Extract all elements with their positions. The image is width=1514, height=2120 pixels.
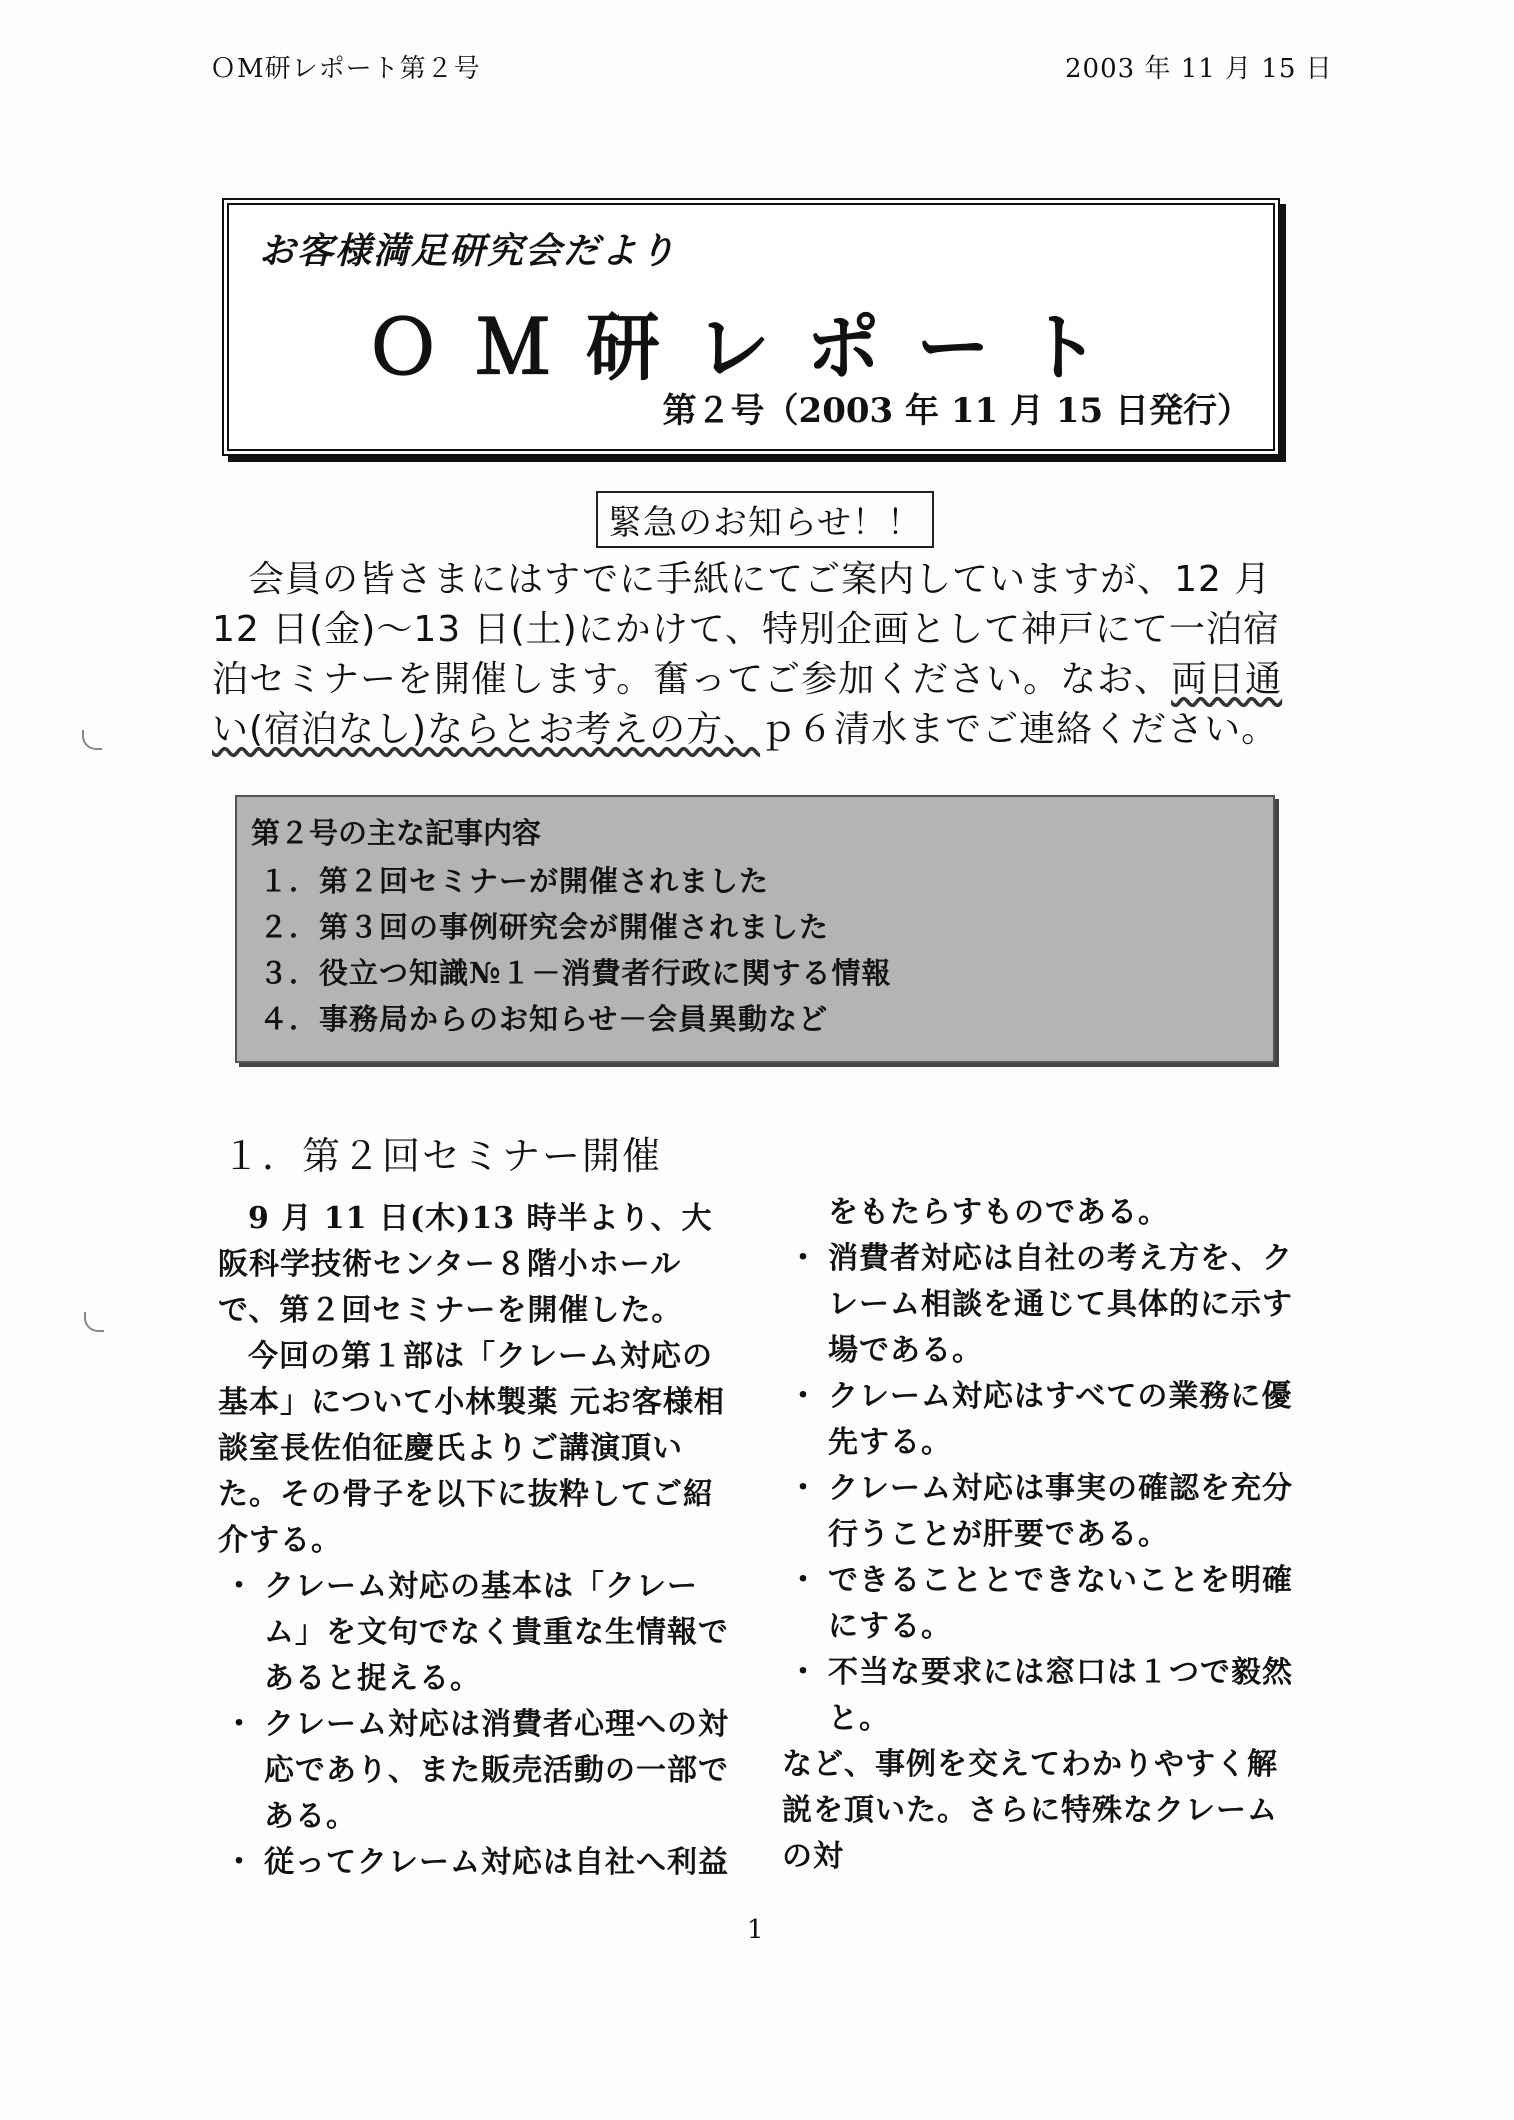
list-item <box>782 1558 1302 1650</box>
contents-box <box>235 795 1275 1063</box>
title-box <box>222 198 1280 456</box>
header-report-name: ＯM研レポート第２号 <box>210 54 481 84</box>
notice-text-end: ｐ６清水までご連絡ください。 <box>760 709 1279 750</box>
urgent-notice-body <box>212 555 1302 755</box>
paragraph: など、事例を交えてわかりやすく解説を頂いた。さらに特殊なクレームの対 <box>782 1747 1278 1874</box>
issue-info: 第２号（2003 年 11 月 15 日発行） <box>662 391 1251 431</box>
list-item-text: できることとできないことを明確にする。 <box>828 1563 1293 1644</box>
notice-underlined-text: 両日通い(宿泊なし)ならとお考えの方、 <box>212 659 1283 750</box>
list-item-text: 不当な要求には窓口は１つで毅然と。 <box>828 1655 1293 1736</box>
list-item <box>218 1840 738 1886</box>
contents-item: ４．事務局からのお知らせ－会員異動など <box>259 1002 829 1036</box>
bullet: ・ <box>788 1563 819 1598</box>
bullet: ・ <box>224 1845 255 1880</box>
bullet: ・ <box>224 1569 255 1604</box>
bullet: ・ <box>224 1707 255 1742</box>
paragraph: 今回の第１部は「クレーム対応の基本」について小林製薬 元お客様相談室長佐伯征慶氏よりご講演頂いた。その骨子を以下に抜粋してご紹介する。 <box>218 1339 725 1558</box>
continued-text: をもたらすものである。 <box>828 1195 1169 1230</box>
bullet: ・ <box>788 1655 819 1690</box>
header-date: 2003 年 11 月 15 日 <box>1065 54 1333 84</box>
margin-mark <box>84 1312 104 1332</box>
bullet: ・ <box>788 1471 819 1506</box>
list-item-text: クレーム対応はすべての業務に優先する。 <box>828 1379 1293 1460</box>
bullet-list <box>782 1236 1302 1742</box>
list-item <box>218 1564 738 1702</box>
newsletter-title: ＯＭ研レポート <box>366 305 1136 391</box>
article-right-column <box>782 1190 1302 1880</box>
newsletter-subtitle: お客様満足研究会だより <box>259 231 678 272</box>
margin-mark <box>82 730 102 750</box>
contents-item: ３．役立つ知識№１－消費者行政に関する情報 <box>259 956 892 990</box>
list-item <box>782 1236 1302 1374</box>
list-item <box>782 1374 1302 1466</box>
list-item <box>782 1466 1302 1558</box>
list-item-text: クレーム対応の基本は「クレーム」を文句でなく貴重な生情報であると捉える。 <box>264 1569 729 1696</box>
article-left-column <box>218 1196 738 1886</box>
contents-list <box>259 858 892 1042</box>
bullet-list <box>218 1564 738 1886</box>
contents-item: ２．第３回の事例研究会が開催されました <box>259 910 830 944</box>
bullet: ・ <box>788 1379 819 1414</box>
list-item-text: 従ってクレーム対応は自社へ利益 <box>264 1845 729 1880</box>
list-item-text: 消費者対応は自社の考え方を、クレーム相談を通じて具体的に示す場である。 <box>828 1241 1293 1368</box>
list-item <box>218 1702 738 1840</box>
contents-title: 第２号の主な記事内容 <box>251 816 542 850</box>
contents-item: １．第２回セミナーが開催されました <box>259 864 770 898</box>
list-item-text: クレーム対応は消費者心理への対応であり、また販売活動の一部である。 <box>264 1707 729 1834</box>
bullet: ・ <box>788 1241 819 1276</box>
notice-text: 会員の皆さまにはすでに手紙にてご案内していますが、12 月 12 日(金)～13 日(土)にかけて、特別企画として神戸にて一泊宿泊セミナーを開催します。奮ってご参加ください。なお、 <box>212 559 1280 700</box>
paragraph: 9 月 11 日(木)13 時半より、大阪科学技術センター８階小ホールで、第２回セミナーを開催した。 <box>218 1201 713 1328</box>
section-heading: １．第２回セミナー開催 <box>222 1134 663 1178</box>
page-number: 1 <box>747 1915 764 1945</box>
list-item-text: クレーム対応は事実の確認を充分行うことが肝要である。 <box>828 1471 1293 1552</box>
urgent-notice-label: 緊急のお知らせ！！ <box>596 491 934 548</box>
list-item <box>782 1650 1302 1742</box>
